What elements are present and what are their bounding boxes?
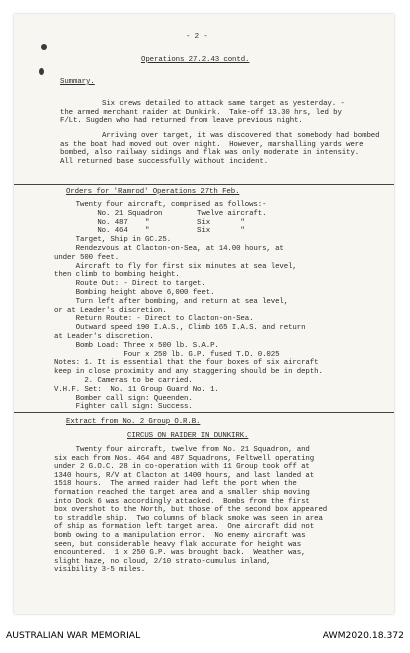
punch-hole-top [41,44,47,50]
text-line: No. 21 Squadron Twelve aircraft. [54,209,267,218]
text-line: Bomb Load: Three x 500 lb. S.A.P. [54,341,219,350]
text-line: at Leader's discretion. [54,333,154,341]
text-line: Four x 250 lb. G.P. fused T.D. 0.025 [54,350,280,359]
text-line: to straddle ship. Two columns of black smoke was seen in area [54,514,323,523]
text-line: Arriving over target, it was discovered that somebody had bombed [102,132,380,140]
text-line: Outward speed 190 I.A.S., Climb 165 I.A.S. and return [54,324,306,333]
text-line: six each from Nos. 464 and 487 Squadrons, Feltwell operating [54,454,315,463]
text-line: keep in close proximity and any staggering should be in depth. [54,368,323,377]
text-line: or at Leader's discretion. [54,306,167,315]
text-line: Return Route: - Direct to Clacton-on-Sea. [54,315,254,324]
summary-heading: Summary. [60,78,95,86]
text-line: Target, Ship in GC.25. [54,236,172,245]
section-divider-2 [14,412,394,413]
text-line: Rendezvous at Clacton-on-Sea, at 14.00 hours, at [54,245,284,253]
text-line: 1518 hours. The armed raider had left the port when the [54,480,297,489]
text-line: slight haze, no cloud, 2/10 strato-cumulus inland, [54,557,271,566]
text-line: bombed, also railway sidings and flak was only moderate in intensity. [60,149,360,157]
text-line: Twenty four aircraft, comprised as follows:- [54,201,267,209]
text-line: Fighter call sign: Success. [54,403,193,412]
text-line: 1340 hours, R/V at Clacton at 1400 hours, and last landed at [54,471,315,480]
text-line: box overshot to the North, but those of the second box appeared [54,506,328,515]
text-line: Six crews detailed to attack same target as yesterday. - [102,100,345,108]
text-line: Twenty four aircraft, twelve from No. 21 Squadron, and [54,446,310,454]
text-line: visibility 3-5 miles. [54,566,146,575]
page-number: - 2 - [186,33,208,41]
text-line: Bombing height above 6,000 feet. [54,289,215,297]
text-line: No. 464 " Six " [54,227,245,236]
text-line: Route Out: - Direct to target. [54,280,206,289]
orders-heading: Orders for 'Ramrod' Operations 27th Feb. [66,188,240,196]
footer-bar [0,618,410,653]
footer-credit: AUSTRALIAN WAR MEMORIAL [6,630,141,641]
text-line: F/Lt. Sugden who had returned from leave previous night. [60,117,303,125]
text-line: Notes: 1. It is essential that the four boxes of six aircraft [54,359,319,368]
text-line: the armed merchant raider at Dunkirk. Take-off 13.30 hrs, led by [60,108,342,117]
text-line: formation reached the target area and a smaller ship moving [54,489,310,497]
text-line: Turn left after bombing, and return at sea level, [54,297,289,306]
text-line: 2. Cameras to be carried. [54,377,193,385]
text-line: Bomber call sign: Queenden. [54,394,193,403]
text-line: into Dock 6 was accordingly attacked. Bombs from the first [54,497,310,506]
text-line: V.H.F. Set: No. 11 Group Guard No. 1. [54,385,219,394]
text-line: as the boat had moved out over night. However, marshalling yards were [60,140,364,149]
text-line: encountered. 1 x 250 G.P. was brought back. Weather was, [54,549,306,558]
text-line: seen, but considerable heavy flak accurate for height was [54,540,302,549]
text-line: All returned base successfully without incident. [60,157,269,166]
document-page [14,14,394,614]
text-line: Aircraft to fly for first six minutes at sea level, [54,262,297,271]
punch-hole-bottom [39,68,44,75]
section-divider [14,184,394,185]
text-line: of ship as formation left target area. One aircraft did not [54,523,315,532]
extract-heading: Extract from No. 2 Group O.R.B. [66,418,201,426]
text-line: No. 487 " Six " [54,218,245,227]
extract-subheading: CIRCUS ON RAIDER IN DUNKIRK. [127,432,249,440]
footer-accession-number: AWM2020.18.372 [322,630,404,641]
text-line: under 2 G.O.C. 28 in co-operation with 11 Group took off at [54,463,310,472]
text-line: bomb owing to a manipulation error. No enemy aircraft was [54,532,306,540]
text-line: then climb to bombing height. [54,271,180,280]
text-line: under 500 feet. [54,253,120,262]
page-title: Operations 27.2.43 contd. [141,56,250,64]
